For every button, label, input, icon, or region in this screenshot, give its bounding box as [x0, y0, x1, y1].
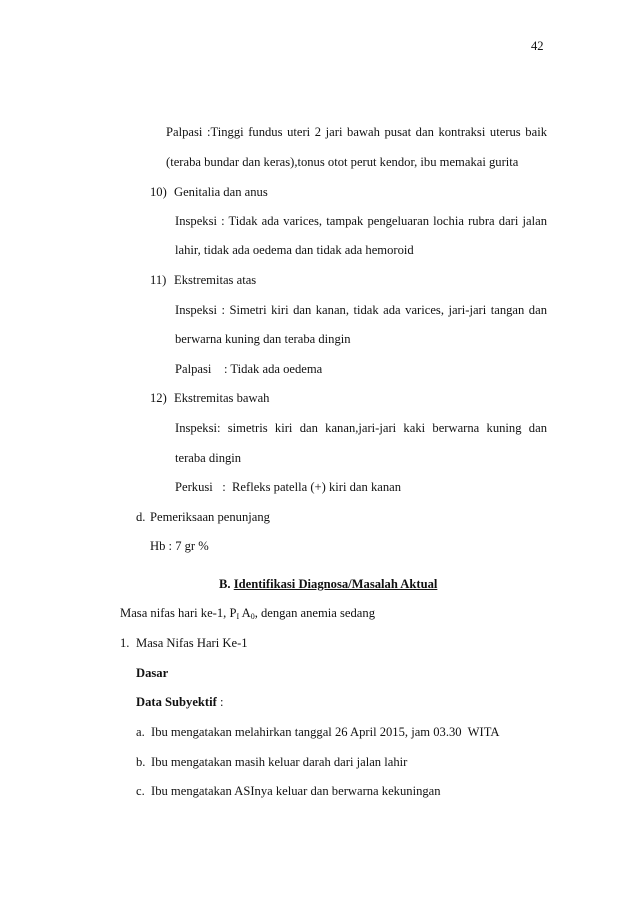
page-number: 42 [531, 39, 544, 53]
item-11 [150, 272, 256, 288]
diagnosis-abortus-letter: A [239, 606, 251, 620]
subjective-item-c [136, 783, 441, 799]
subjective-item-b [136, 754, 407, 770]
item-d-letter: d. [136, 510, 146, 524]
palpasi-line-2: (teraba bundar dan keras),tonus otot perut kendor, ibu memakai gurita [166, 155, 519, 169]
item-d [136, 509, 270, 525]
inspeksi-11-line-1: Inspeksi : Simetri kiri dan kanan, tidak ada varices, jari-jari tangan dan [175, 303, 547, 317]
item-12-title: Ekstremitas bawah [174, 391, 270, 405]
item-10-number: 10) [150, 185, 167, 199]
section-b-title: Identifikasi Diagnosa/Masalah Aktual [233, 577, 438, 591]
inspeksi-10-line-2: lahir, tidak ada oedema dan tidak ada hemoroid [175, 243, 414, 257]
subjective-item-c-text: Ibu mengatakan ASInya keluar dan berwarna kekuningan [151, 784, 441, 798]
item-1 [120, 635, 248, 651]
section-b-heading [219, 576, 437, 592]
data-subyektif-heading [136, 694, 223, 710]
item-10 [150, 184, 268, 200]
inspeksi-12-line-1: Inspeksi: simetris kiri dan kanan,jari-jari kaki berwarna kuning dan [175, 421, 547, 435]
hb-value: Hb : 7 gr % [150, 539, 209, 553]
item-1-number: 1. [120, 636, 130, 650]
diagnosis-suffix: , dengan anemia sedang [254, 606, 375, 620]
inspeksi-12-line-2: teraba dingin [175, 451, 242, 465]
dasar-heading: Dasar [136, 666, 169, 680]
item-12-number: 12) [150, 391, 167, 405]
subjective-item-a-text: Ibu mengatakan melahirkan tanggal 26 April 2015, jam 03.30 WITA [151, 725, 500, 739]
diagnosis-statement [120, 605, 375, 625]
item-10-title: Genitalia dan anus [174, 185, 268, 199]
subjective-item-c-letter: c. [136, 784, 145, 798]
item-11-title: Ekstremitas atas [174, 273, 257, 287]
subjective-item-b-letter: b. [136, 755, 146, 769]
item-12 [150, 390, 269, 406]
item-1-title: Masa Nifas Hari Ke-1 [136, 636, 248, 650]
palpasi-11: Palpasi : Tidak ada oedema [175, 362, 323, 376]
palpasi-line-1: Palpasi :Tinggi fundus uteri 2 jari bawah pusat dan kontraksi uterus baik [166, 125, 547, 139]
inspeksi-10-line-1: Inspeksi : Tidak ada varices, tampak pengeluaran lochia rubra dari jalan [175, 214, 547, 228]
inspeksi-11-line-2: berwarna kuning dan teraba dingin [175, 332, 351, 346]
section-b-prefix: B. [219, 577, 231, 591]
diagnosis-prefix: Masa nifas hari ke-1, P [120, 606, 237, 620]
data-subyektif-colon: : [216, 695, 224, 709]
subjective-item-a [136, 724, 500, 740]
abortus-subscript: 0 [250, 612, 255, 621]
subjective-item-a-letter: a. [136, 725, 145, 739]
para-subscript: I [236, 612, 240, 621]
perkusi-12: Perkusi : Refleks patella (+) kiri dan kanan [175, 480, 402, 494]
item-d-title: Pemeriksaan penunjang [150, 510, 270, 524]
data-subyektif-label: Data Subyektif [136, 695, 217, 709]
subjective-item-b-text: Ibu mengatakan masih keluar darah dari jalan lahir [151, 755, 408, 769]
item-11-number: 11) [150, 273, 167, 287]
